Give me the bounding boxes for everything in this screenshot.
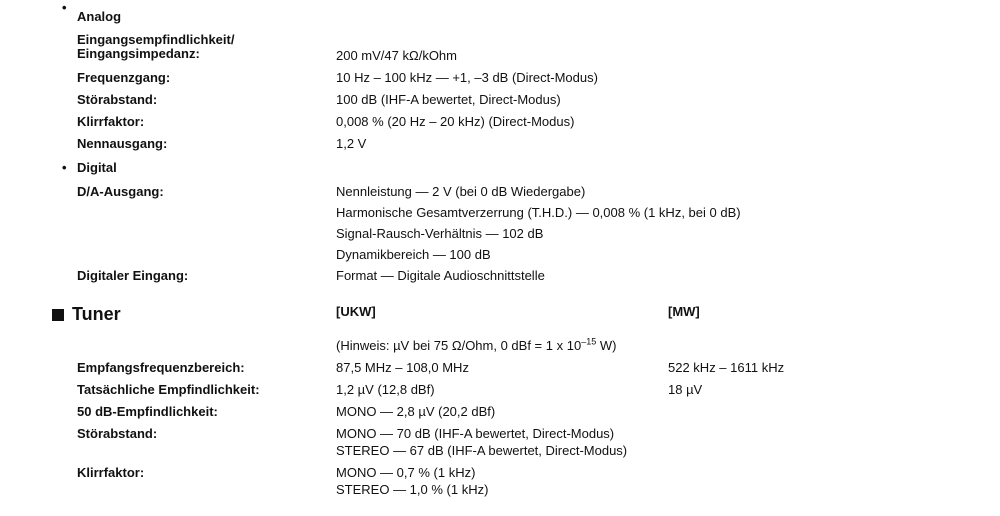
label-eingangsimpedanz: Eingangsimpedanz: <box>77 46 200 61</box>
column-ukw: [UKW] <box>336 304 376 319</box>
section-square-icon <box>52 309 64 321</box>
value-ukw-empfindlichkeit: 1,2 µV (12,8 dBf) <box>336 382 435 397</box>
value-da-1: Nennleistung — 2 V (bei 0 dB Wiedergabe) <box>336 184 586 199</box>
label-eingangsempfindlichkeit-1: Eingangsempfindlichkeit/ <box>77 32 235 47</box>
value-da-4: Dynamikbereich — 100 dB <box>336 247 491 262</box>
value-mw-empfindlichkeit: 18 µV <box>668 382 703 397</box>
label-frequenzgang: Frequenzgang: <box>77 70 171 85</box>
label-stoerabstand-tuner: Störabstand: <box>77 426 158 441</box>
value-eingangsempfindlichkeit: 200 mV/47 kΩ/kOhm <box>336 48 457 63</box>
tuner-heading: Tuner <box>72 304 121 324</box>
analog-heading: Analog <box>77 9 122 24</box>
value-nennausgang: 1,2 V <box>336 136 367 151</box>
value-ukw-klirr-stereo: STEREO — 1,0 % (1 kHz) <box>336 482 489 497</box>
value-da-2: Harmonische Gesamtverzerrung (T.H.D.) — 0,008 % (1 kHz, bei 0 dB) <box>336 205 741 220</box>
label-empfangsfrequenzbereich: Empfangsfrequenzbereich: <box>77 360 245 375</box>
bullet-analog: • <box>62 0 67 15</box>
value-ukw-frequenzbereich: 87,5 MHz – 108,0 MHz <box>336 360 469 375</box>
value-digitaler-eingang: Format — Digitale Audioschnittstelle <box>336 268 545 283</box>
value-stoerabstand-analog: 100 dB (IHF-A bewertet, Direct-Modus) <box>336 92 561 107</box>
value-ukw-stoerabstand-mono: MONO — 70 dB (IHF-A bewertet, Direct-Modus) <box>336 426 615 441</box>
label-stoerabstand-analog: Störabstand: <box>77 92 158 107</box>
label-50db-empfindlichkeit: 50 dB-Empfindlichkeit: <box>77 404 218 419</box>
bullet-digital: • <box>62 160 67 175</box>
label-da-ausgang: D/A-Ausgang: <box>77 184 164 199</box>
value-mw-frequenzbereich: 522 kHz – 1611 kHz <box>668 360 785 375</box>
tuner-note: (Hinweis: µV bei 75 Ω/Ohm, 0 dBf = 1 x $10^{-15}$ W) <box>336 336 617 353</box>
value-da-3: Signal-Rausch-Verhältnis — 102 dB <box>336 226 544 241</box>
digital-heading: Digital <box>77 160 117 175</box>
label-klirrfaktor-analog: Klirrfaktor: <box>77 114 145 129</box>
label-klirrfaktor-tuner: Klirrfaktor: <box>77 465 145 480</box>
column-mw: [MW] <box>668 304 700 319</box>
value-ukw-klirr-mono: MONO — 0,7 % (1 kHz) <box>336 465 476 480</box>
value-ukw-stoerabstand-stereo: STEREO — 67 dB (IHF-A bewertet, Direct-Modus) <box>336 443 628 458</box>
label-digitaler-eingang: Digitaler Eingang: <box>77 268 189 283</box>
value-ukw-50db: MONO — 2,8 µV (20,2 dBf) <box>336 404 496 419</box>
value-frequenzgang: 10 Hz – 100 kHz — +1, –3 dB (Direct-Modus) <box>336 70 598 85</box>
label-tatsaechliche-empfindlichkeit: Tatsächliche Empfindlichkeit: <box>77 382 260 397</box>
label-nennausgang: Nennausgang: <box>77 136 168 151</box>
value-klirrfaktor-analog: 0,008 % (20 Hz – 20 kHz) (Direct-Modus) <box>336 114 575 129</box>
